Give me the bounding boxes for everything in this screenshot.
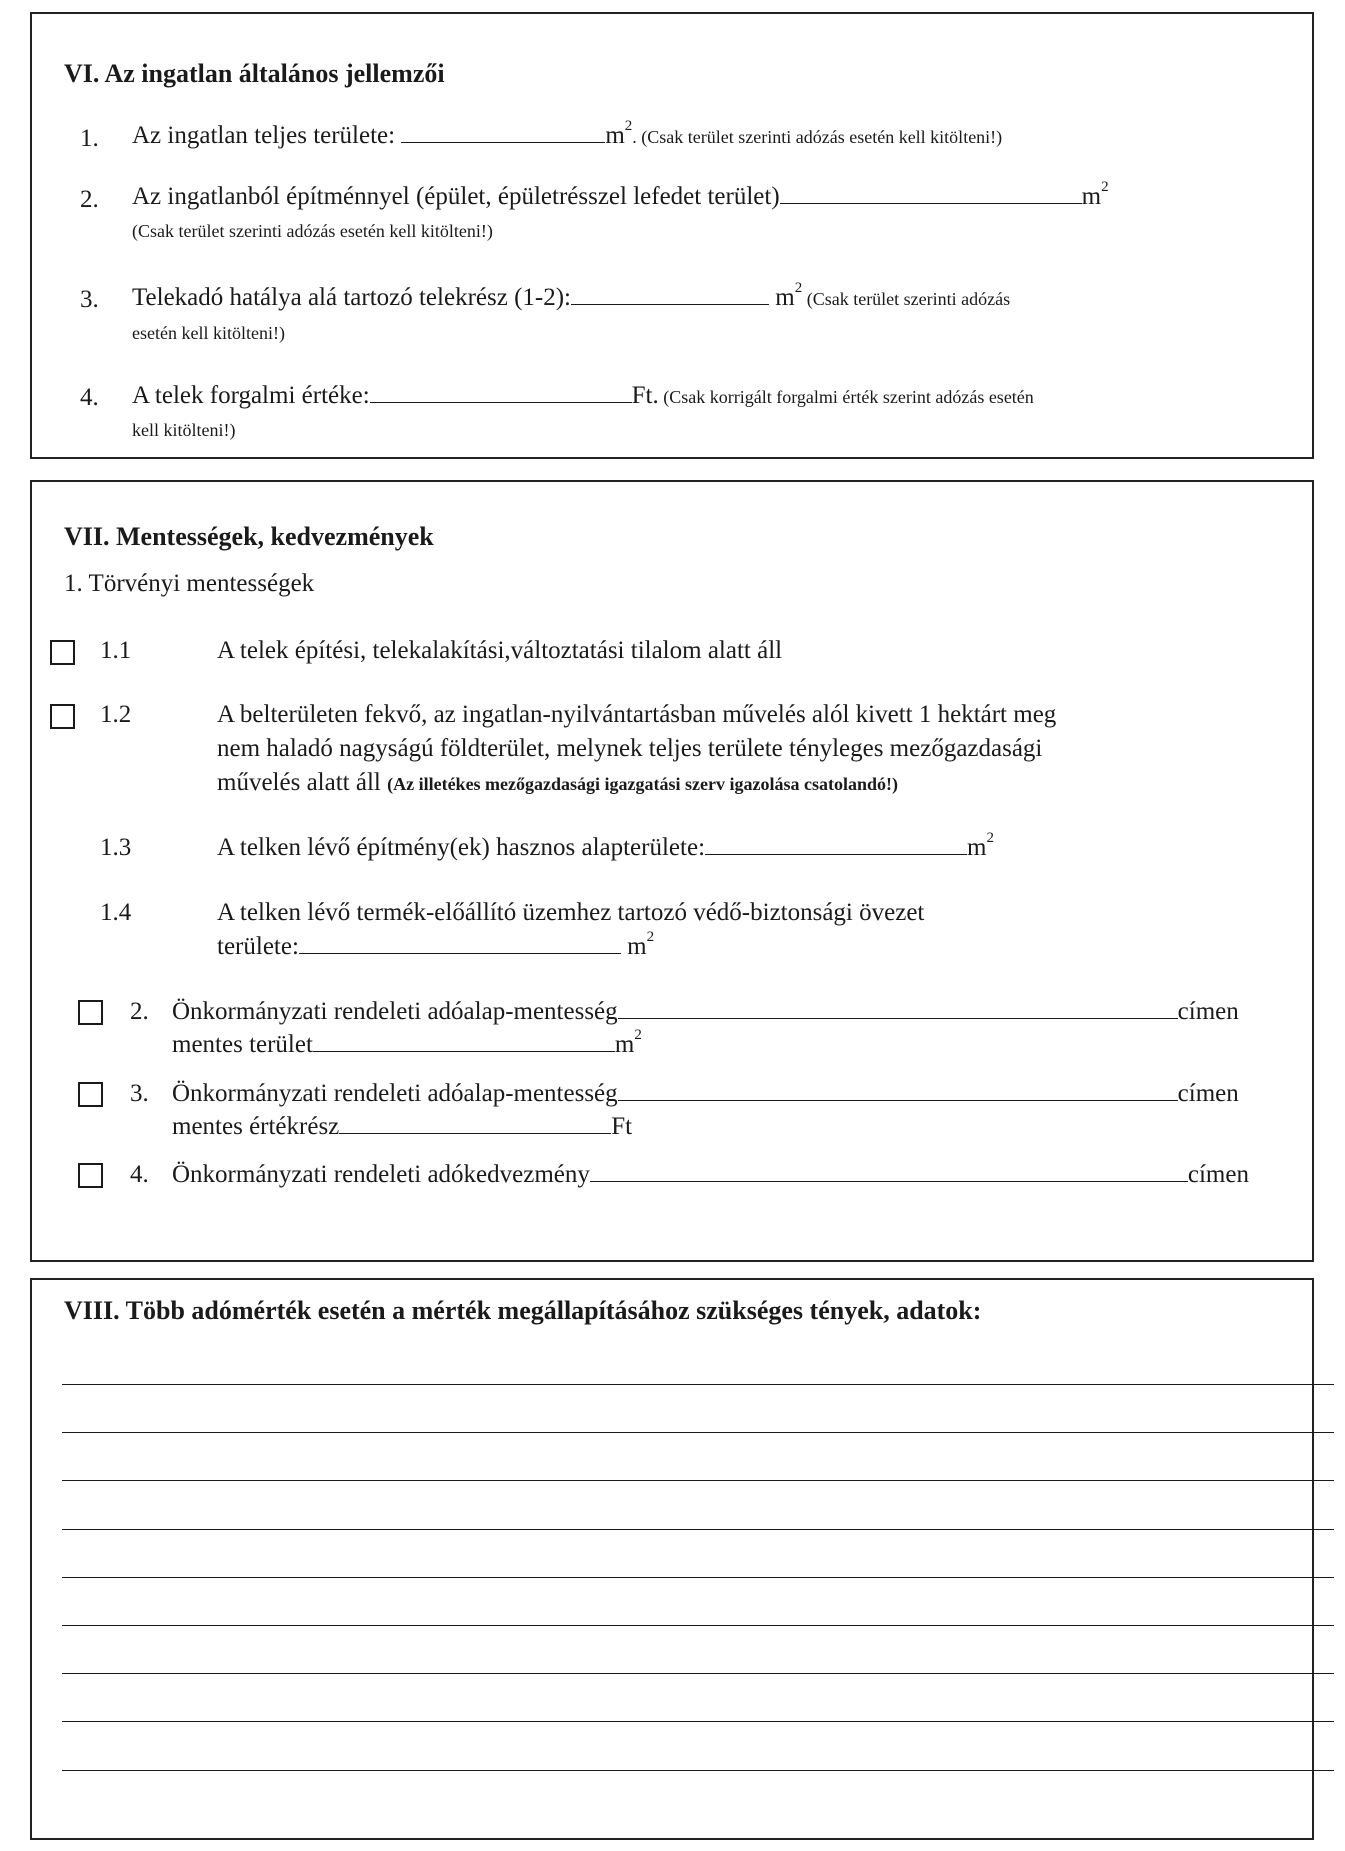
exemption-1-3-label: A telken lévő építmény(ek) hasznos alapterülete: <box>217 834 706 861</box>
local-exemption-3-line-2 <box>172 1113 632 1141</box>
local-exemption-2-number: 2. <box>130 998 149 1025</box>
local-exemption-2-label: Önkormányzati rendeleti adóalap-mentesség <box>172 998 618 1025</box>
answer-line[interactable] <box>62 1529 1334 1530</box>
item-1-note: . (Csak terület szerinti adózás esetén kell kitölteni!) <box>632 127 1003 147</box>
section-vii <box>30 480 1314 1262</box>
local-exemption-3-unit: Ft <box>611 1113 633 1140</box>
item-3-label: Telekadó hatálya alá tartozó telekrész (1-2): <box>132 284 571 311</box>
item-3-note-2: esetén kell kitölteni!) <box>132 323 285 343</box>
exemption-1-2-line-3 <box>217 769 898 797</box>
section-viii <box>30 1278 1314 1840</box>
local-exemption-2-end: címen <box>1177 998 1239 1025</box>
exemption-1-3-row <box>217 830 994 862</box>
item-4-number: 4. <box>80 384 99 411</box>
exemption-1-4-line-2 <box>217 929 655 961</box>
section-vi <box>30 12 1314 459</box>
item-1-row <box>132 118 1003 150</box>
item-1-label: Az ingatlan teljes területe: <box>132 122 402 149</box>
exemption-1-1-number: 1.1 <box>100 637 132 664</box>
item-1-unit-sup: 2 <box>624 118 633 134</box>
local-exemption-3-end: címen <box>1177 1080 1239 1107</box>
answer-line[interactable] <box>62 1770 1334 1771</box>
local-exemption-3-value-field[interactable] <box>339 1132 611 1134</box>
local-exemption-3-label: Önkormányzati rendeleti adóalap-mentesség <box>172 1080 618 1107</box>
exemption-1-4-label: területe: <box>217 933 299 960</box>
local-exemption-2-row <box>172 998 1239 1026</box>
item-2-unit: m <box>1081 183 1102 210</box>
exemption-1-3-unit: m <box>967 834 987 861</box>
local-exemption-2-area-label: mentes terület <box>172 1031 313 1058</box>
item-2-label: Az ingatlanból építménnyel (épület, épületrésszel lefedet terület) <box>132 183 780 210</box>
local-reduction-4-checkbox[interactable] <box>78 1163 103 1188</box>
item-2-note: (Csak terület szerinti adózás esetén kell kitölteni!) <box>132 221 493 241</box>
item-3-note-1: (Csak terület szerinti adózás <box>802 289 1011 309</box>
item-1-unit: m <box>605 122 625 149</box>
answer-line[interactable] <box>62 1480 1334 1481</box>
answer-line[interactable] <box>62 1625 1334 1626</box>
answer-line[interactable] <box>62 1432 1334 1433</box>
item-3-unit-sup: 2 <box>794 280 803 296</box>
exemption-1-4-unit-sup: 2 <box>646 929 655 945</box>
item-2-row <box>132 179 1109 211</box>
exemption-1-2-number: 1.2 <box>100 701 132 728</box>
item-4-unit: Ft. <box>631 382 659 409</box>
item-2-number: 2. <box>80 186 99 213</box>
item-1-number: 1. <box>80 125 99 152</box>
answer-line[interactable] <box>62 1673 1334 1674</box>
local-reduction-4-title-field[interactable] <box>590 1180 1188 1182</box>
local-exemption-2-title-field[interactable] <box>618 1017 1178 1019</box>
item-4-note-1: (Csak korrigált forgalmi érték szerint adózás esetén <box>658 387 1034 407</box>
item-4-market-value-field[interactable] <box>370 401 632 403</box>
exemption-1-4-line-1: A telken lévő termék-előállító üzemhez tartozó védő-biztonsági övezet <box>217 899 925 926</box>
local-exemption-2-checkbox[interactable] <box>78 1000 103 1025</box>
item-4-row <box>132 382 1034 410</box>
exemption-1-1-label: A telek építési, telekalakítási,változtatási tilalom alatt áll <box>217 637 783 664</box>
local-exemption-3-value-label: mentes értékrész <box>172 1113 340 1140</box>
exemption-1-2-line-2: nem haladó nagyságú földterület, melynek teljes területe tényleges mezőgazdasági <box>217 735 1043 762</box>
local-reduction-4-row <box>172 1161 1249 1189</box>
local-exemption-2-line-2 <box>172 1027 642 1059</box>
local-exemption-2-unit-sup: 2 <box>634 1027 642 1043</box>
section-viii-title: VIII. Több adómérték esetén a mérték megállapításához szükséges tények, adatok: <box>64 1296 982 1325</box>
answer-line[interactable] <box>62 1384 1334 1385</box>
item-1-total-area-field[interactable] <box>401 141 605 143</box>
exemption-1-1-checkbox[interactable] <box>50 640 75 665</box>
item-3-number: 3. <box>80 286 99 313</box>
item-4-label: A telek forgalmi értéke: <box>132 382 370 409</box>
exemption-1-2-checkbox[interactable] <box>50 704 75 729</box>
local-exemption-3-checkbox[interactable] <box>78 1082 103 1107</box>
section-vi-title: VI. Az ingatlan általános jellemzői <box>64 59 445 88</box>
exemption-1-2-attachment-note: (Az illetékes mezőgazdasági igazgatási szerv igazolása csatolandó!) <box>387 774 898 794</box>
exemption-1-3-number: 1.3 <box>100 834 132 861</box>
exemption-1-4-unit: m <box>620 933 647 960</box>
item-4-note-2: kell kitölteni!) <box>132 420 236 440</box>
item-3-row <box>132 280 1011 312</box>
item-3-plot-tax-area-field[interactable] <box>571 303 769 305</box>
local-exemption-3-number: 3. <box>130 1080 149 1107</box>
item-3-unit: m <box>769 284 795 311</box>
exemption-1-4-number: 1.4 <box>100 899 132 926</box>
exemption-1-4-zone-area-field[interactable] <box>299 952 621 954</box>
statutory-exemptions-heading: 1. Törvényi mentességek <box>64 570 315 597</box>
local-exemption-3-title-field[interactable] <box>618 1099 1178 1101</box>
local-reduction-4-label: Önkormányzati rendeleti adókedvezmény <box>172 1161 590 1188</box>
exemption-1-2-line-3-text: művelés alatt áll <box>217 769 388 796</box>
local-exemption-2-unit: m <box>614 1031 635 1058</box>
local-reduction-4-end: címen <box>1187 1161 1249 1188</box>
local-exemption-3-row <box>172 1080 1239 1108</box>
local-exemption-2-area-field[interactable] <box>313 1050 615 1052</box>
item-2-unit-sup: 2 <box>1101 179 1109 195</box>
answer-line[interactable] <box>62 1577 1334 1578</box>
exemption-1-3-floor-area-field[interactable] <box>705 853 967 855</box>
answer-line[interactable] <box>62 1721 1334 1722</box>
exemption-1-3-unit-sup: 2 <box>986 830 994 846</box>
item-2-built-area-field[interactable] <box>780 202 1082 204</box>
local-reduction-4-number: 4. <box>130 1161 149 1188</box>
exemption-1-2-line-1: A belterületen fekvő, az ingatlan-nyilvántartásban művelés alól kivett 1 hektárt meg <box>217 701 1057 728</box>
section-vii-title: VII. Mentességek, kedvezmények <box>64 522 434 551</box>
